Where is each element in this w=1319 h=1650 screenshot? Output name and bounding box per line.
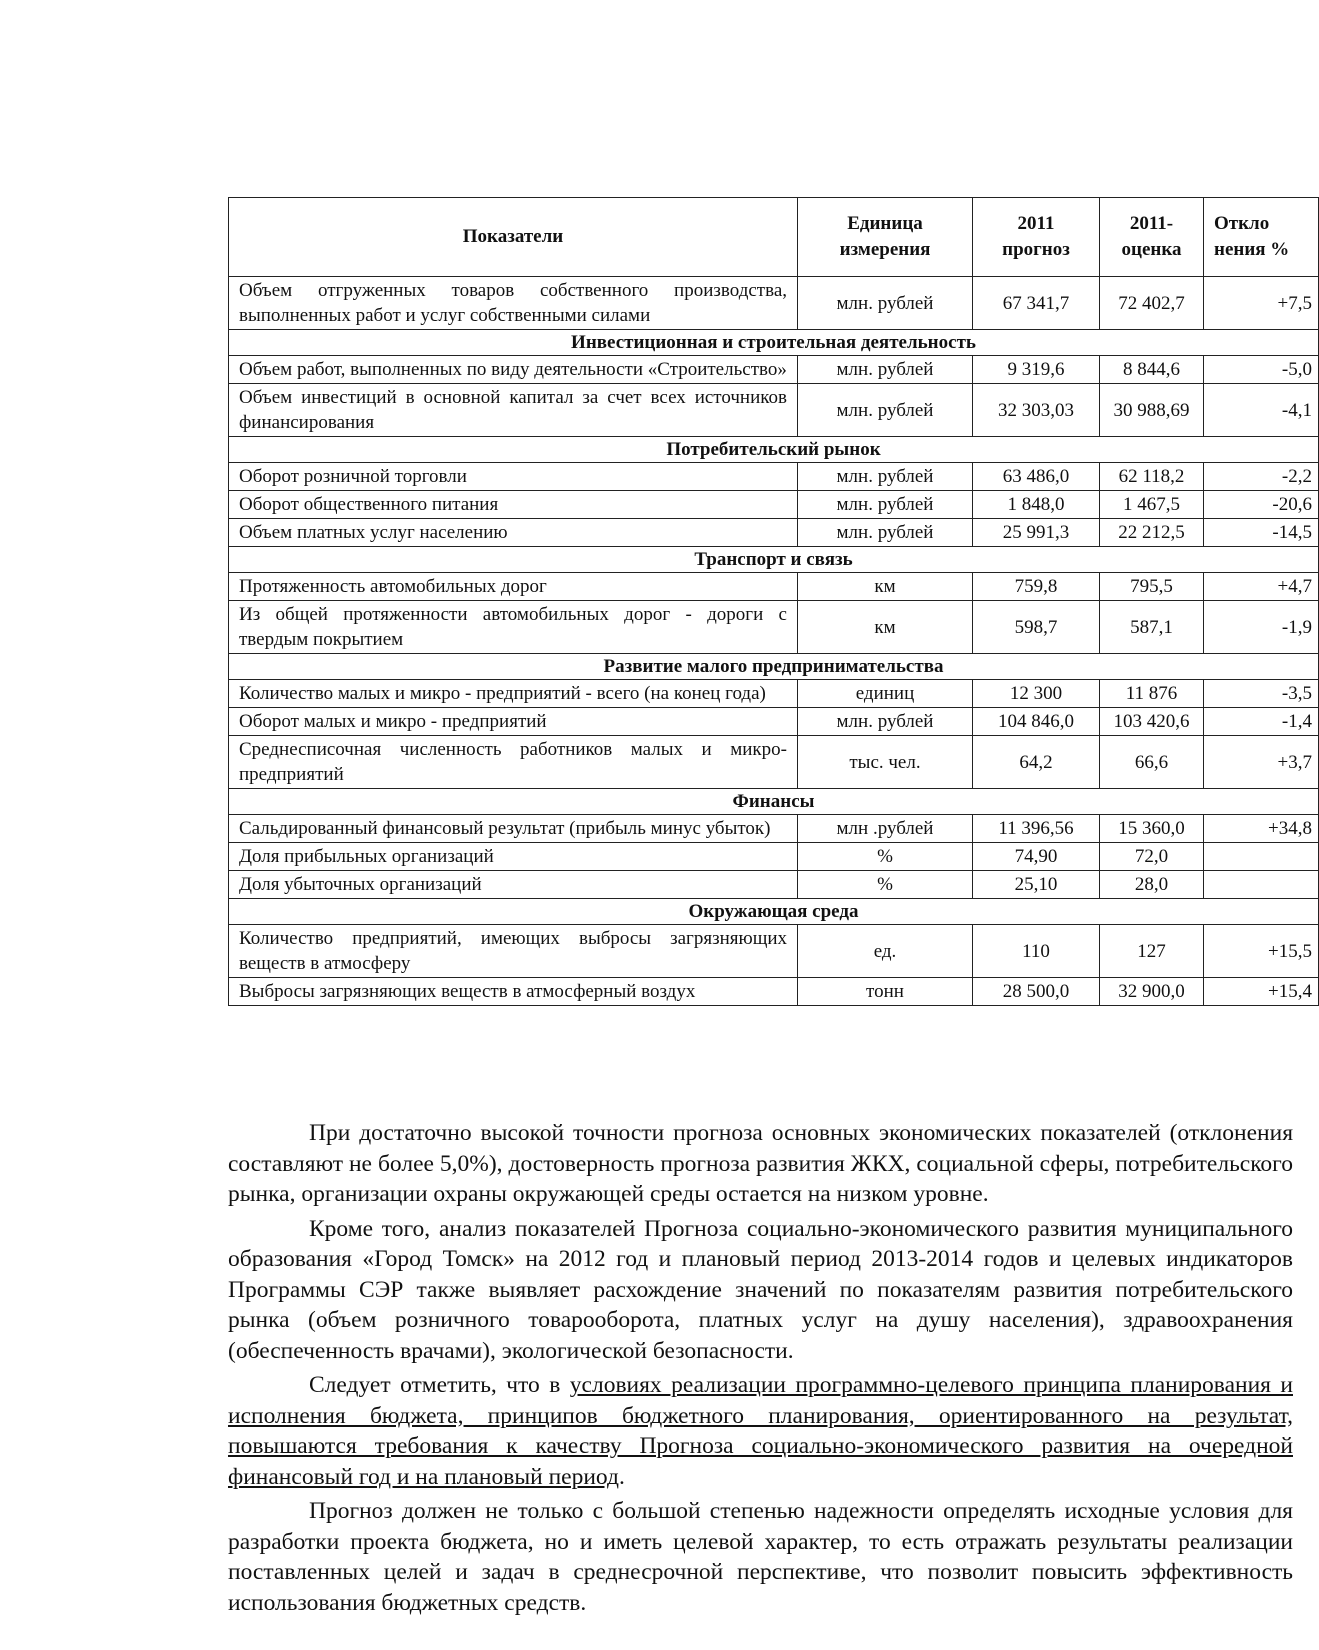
table-header-row <box>229 198 1319 277</box>
row-indicator-name: Среднесписочная численность работников малых и микро- предприятий <box>229 736 798 789</box>
row-forecast-value: 110 <box>973 925 1100 978</box>
section-row <box>229 654 1319 680</box>
table-row <box>229 519 1319 547</box>
row-estimate-value: 1 467,5 <box>1100 491 1204 519</box>
row-forecast-value: 63 486,0 <box>973 463 1100 491</box>
section-row <box>229 547 1319 573</box>
row-unit: млн. рублей <box>798 356 973 384</box>
section-row <box>229 437 1319 463</box>
row-estimate-value: 587,1 <box>1100 601 1204 654</box>
row-forecast-value: 598,7 <box>973 601 1100 654</box>
table-row <box>229 277 1319 330</box>
row-unit: км <box>798 573 973 601</box>
row-forecast-value: 12 300 <box>973 680 1100 708</box>
row-deviation-value: -4,1 <box>1204 384 1319 437</box>
table-row <box>229 871 1319 899</box>
row-deviation-value: -1,9 <box>1204 601 1319 654</box>
row-estimate-value: 30 988,69 <box>1100 384 1204 437</box>
row-estimate-value: 22 212,5 <box>1100 519 1204 547</box>
row-estimate-value: 72,0 <box>1100 843 1204 871</box>
indicators-table <box>228 197 1319 1006</box>
row-forecast-value: 67 341,7 <box>973 277 1100 330</box>
row-estimate-value: 11 876 <box>1100 680 1204 708</box>
paragraph-text: Прогноз должен не только с большой степенью надежности определять исходные условия для разработки проекта бюджета, но и иметь целевой характер, то есть отражать результаты реализации поставленных целей и задач в среднесрочной перспективе, что позволит повысить эффективность использования бюджетных средств. <box>228 1498 1293 1616</box>
section-title: Финансы <box>229 789 1319 815</box>
row-indicator-name: Оборот малых и микро - предприятий <box>229 708 798 736</box>
row-deviation-value: -3,5 <box>1204 680 1319 708</box>
table-row <box>229 573 1319 601</box>
row-unit: млн. рублей <box>798 491 973 519</box>
section-row <box>229 789 1319 815</box>
row-indicator-name: Доля прибыльных организаций <box>229 843 798 871</box>
row-estimate-value: 8 844,6 <box>1100 356 1204 384</box>
row-unit: % <box>798 871 973 899</box>
row-unit: млн. рублей <box>798 463 973 491</box>
table-row <box>229 978 1319 1006</box>
section-title: Развитие малого предпринимательства <box>229 654 1319 680</box>
row-estimate-value: 103 420,6 <box>1100 708 1204 736</box>
section-row <box>229 899 1319 925</box>
row-indicator-name: Количество малых и микро - предприятий - всего (на конец года) <box>229 680 798 708</box>
row-unit: км <box>798 601 973 654</box>
row-unit: ед. <box>798 925 973 978</box>
row-forecast-value: 32 303,03 <box>973 384 1100 437</box>
row-indicator-name: Доля убыточных организаций <box>229 871 798 899</box>
section-row <box>229 330 1319 356</box>
row-forecast-value: 1 848,0 <box>973 491 1100 519</box>
body-paragraph <box>228 1214 1293 1367</box>
row-deviation-value <box>1204 871 1319 899</box>
row-estimate-value: 28,0 <box>1100 871 1204 899</box>
header-deviation: Откло нения % <box>1204 198 1319 277</box>
row-unit: млн. рублей <box>798 277 973 330</box>
row-indicator-name: Объем отгруженных товаров собственного производства, выполненных работ и услуг собственными силами <box>229 277 798 330</box>
header-indicators: Показатели <box>229 198 798 277</box>
table-row <box>229 925 1319 978</box>
paragraph-tail-text: . <box>618 1463 625 1490</box>
table-row <box>229 491 1319 519</box>
row-indicator-name: Объем платных услуг населению <box>229 519 798 547</box>
row-indicator-name: Протяженность автомобильных дорог <box>229 573 798 601</box>
row-estimate-value: 127 <box>1100 925 1204 978</box>
header-unit: Единица измерения <box>798 198 973 277</box>
row-deviation-value: +7,5 <box>1204 277 1319 330</box>
paragraph-underlined-text: условиях реализации программно-целевого принципа планирования и исполнения бюджета, принципов бюджетного планирования, ориентированного на результат, повышаются требования к качеству Прогноза социально-экономического развития на очередной финансовый год и на плановый период <box>228 1372 1293 1490</box>
body-paragraph <box>228 1118 1293 1210</box>
body-paragraph <box>228 1370 1293 1492</box>
row-indicator-name: Объем инвестиций в основной капитал за счет всех источников финансирования <box>229 384 798 437</box>
row-deviation-value <box>1204 843 1319 871</box>
row-indicator-name: Сальдированный финансовый результат (прибыль минус убыток) <box>229 815 798 843</box>
row-deviation-value: +15,4 <box>1204 978 1319 1006</box>
section-title: Инвестиционная и строительная деятельность <box>229 330 1319 356</box>
row-unit: тонн <box>798 978 973 1006</box>
row-forecast-value: 104 846,0 <box>973 708 1100 736</box>
section-title: Окружающая среда <box>229 899 1319 925</box>
body-paragraph <box>228 1496 1293 1618</box>
row-forecast-value: 28 500,0 <box>973 978 1100 1006</box>
row-deviation-value: -5,0 <box>1204 356 1319 384</box>
table-row <box>229 601 1319 654</box>
row-deviation-value: +4,7 <box>1204 573 1319 601</box>
body-text <box>228 1118 1293 1622</box>
table-row <box>229 680 1319 708</box>
row-indicator-name: Объем работ, выполненных по виду деятельности «Строительство» <box>229 356 798 384</box>
row-unit: тыс. чел. <box>798 736 973 789</box>
row-indicator-name: Количество предприятий, имеющих выбросы загрязняющих веществ в атмосферу <box>229 925 798 978</box>
table-row <box>229 384 1319 437</box>
table-row <box>229 708 1319 736</box>
row-forecast-value: 64,2 <box>973 736 1100 789</box>
header-forecast: 2011 прогноз <box>973 198 1100 277</box>
row-deviation-value: -2,2 <box>1204 463 1319 491</box>
row-unit: млн .рублей <box>798 815 973 843</box>
section-title: Потребительский рынок <box>229 437 1319 463</box>
row-indicator-name: Выбросы загрязняющих веществ в атмосферный воздух <box>229 978 798 1006</box>
row-estimate-value: 66,6 <box>1100 736 1204 789</box>
row-unit: млн. рублей <box>798 519 973 547</box>
row-forecast-value: 25 991,3 <box>973 519 1100 547</box>
section-title: Транспорт и связь <box>229 547 1319 573</box>
row-estimate-value: 795,5 <box>1100 573 1204 601</box>
row-unit: единиц <box>798 680 973 708</box>
row-deviation-value: +15,5 <box>1204 925 1319 978</box>
row-unit: млн. рублей <box>798 708 973 736</box>
row-forecast-value: 759,8 <box>973 573 1100 601</box>
row-unit: % <box>798 843 973 871</box>
table-row <box>229 463 1319 491</box>
row-deviation-value: -14,5 <box>1204 519 1319 547</box>
table-row <box>229 843 1319 871</box>
row-deviation-value: +34,8 <box>1204 815 1319 843</box>
paragraph-text: Следует отметить, что в <box>309 1372 570 1398</box>
table-row <box>229 356 1319 384</box>
row-forecast-value: 11 396,56 <box>973 815 1100 843</box>
row-forecast-value: 74,90 <box>973 843 1100 871</box>
table-row <box>229 736 1319 789</box>
row-deviation-value: -1,4 <box>1204 708 1319 736</box>
row-forecast-value: 25,10 <box>973 871 1100 899</box>
row-estimate-value: 62 118,2 <box>1100 463 1204 491</box>
row-estimate-value: 32 900,0 <box>1100 978 1204 1006</box>
row-forecast-value: 9 319,6 <box>973 356 1100 384</box>
row-indicator-name: Из общей протяженности автомобильных дорог - дороги с твердым покрытием <box>229 601 798 654</box>
row-indicator-name: Оборот розничной торговли <box>229 463 798 491</box>
paragraph-text: Кроме того, анализ показателей Прогноза социально-экономического развития муниципального образования «Город Томск» на 2012 год и плановый период 2013-2014 годов и целевых индикаторов Программы СЭР также выявляет расхождение значений по показателям развития потребительского рынка (объем розничного товарооборота, платных услуг на душу населения), здравоохранения (обеспеченность врачами), экологической безопасности. <box>228 1215 1293 1364</box>
row-deviation-value: -20,6 <box>1204 491 1319 519</box>
header-estimate: 2011- оценка <box>1100 198 1204 277</box>
row-deviation-value: +3,7 <box>1204 736 1319 789</box>
row-estimate-value: 15 360,0 <box>1100 815 1204 843</box>
paragraph-text: При достаточно высокой точности прогноза основных экономических показателей (отклонения составляют не более 5,0%), достоверность прогноза развития ЖКХ, социальной сферы, потребительского рынка, организации охраны окружающей среды остается на низком уровне. <box>228 1120 1293 1207</box>
table-row <box>229 815 1319 843</box>
row-estimate-value: 72 402,7 <box>1100 277 1204 330</box>
row-unit: млн. рублей <box>798 384 973 437</box>
row-indicator-name: Оборот общественного питания <box>229 491 798 519</box>
